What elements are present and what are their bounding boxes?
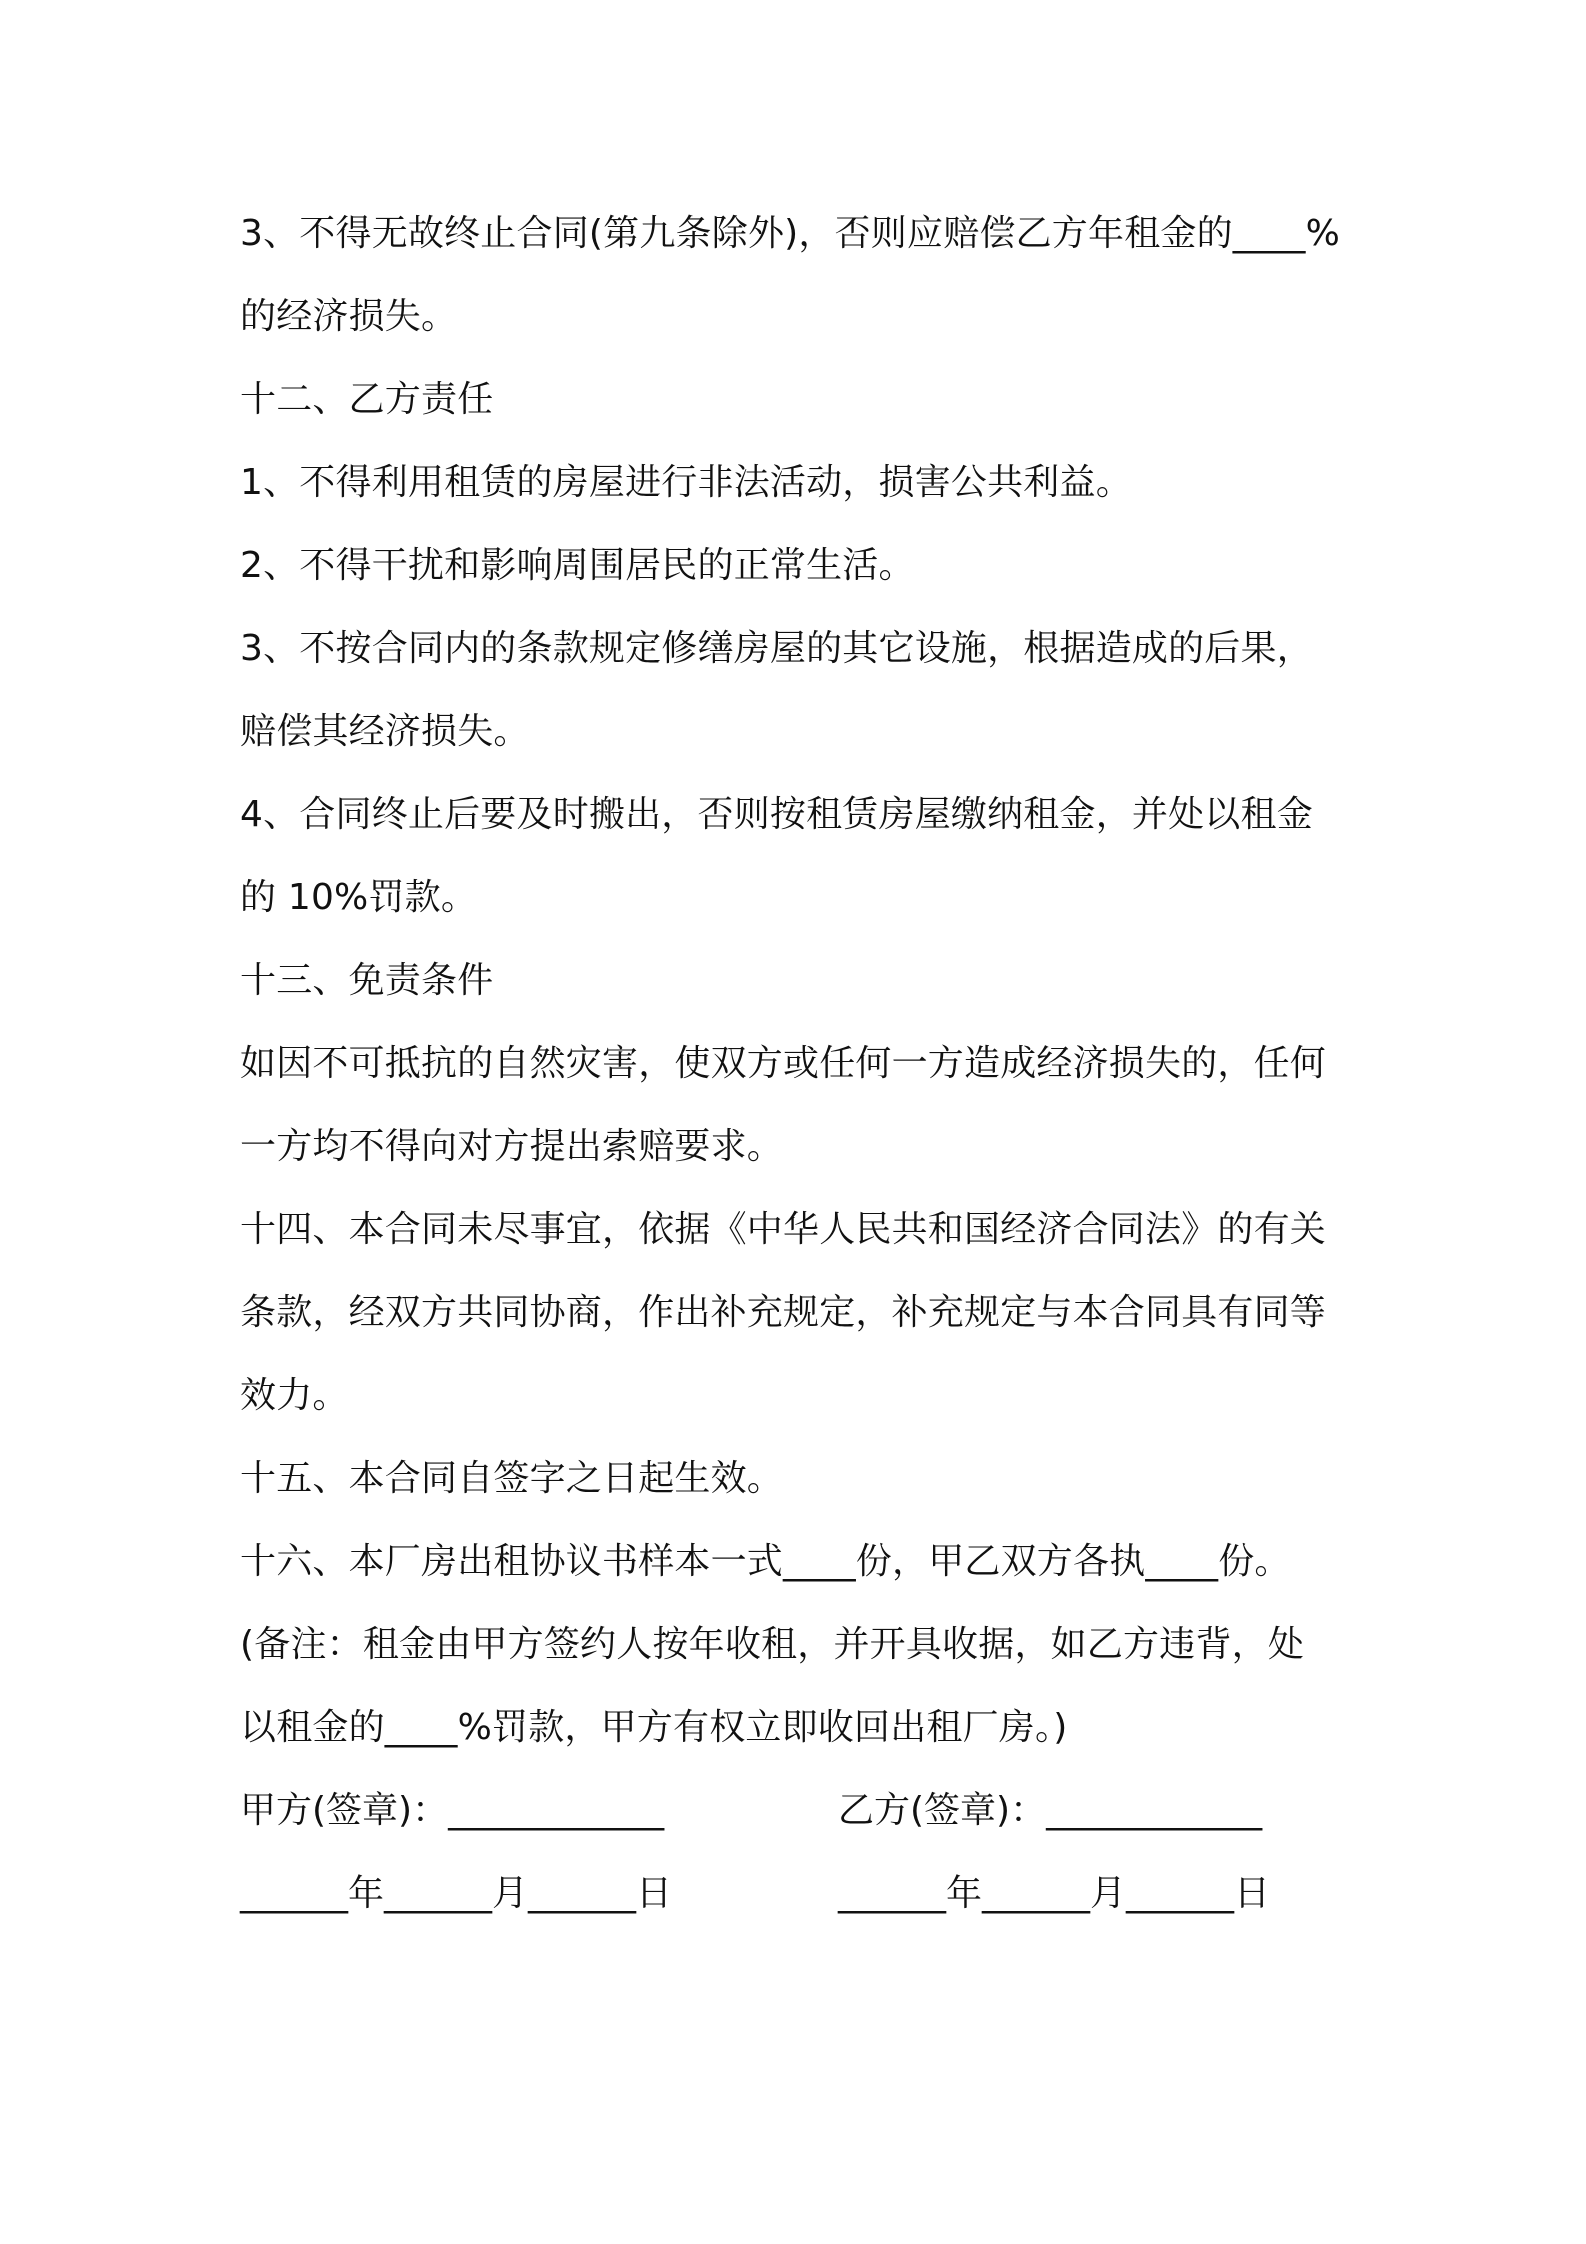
- text-line: 十六、本厂房出租协议书样本一式____份，甲乙双方各执____份。: [240, 1541, 1291, 1582]
- text-line: 的 10%罚款。: [240, 877, 478, 918]
- party-a-signature: 甲方(签章)：____________: [240, 1790, 665, 1831]
- text-line: 3、不按合同内的条款规定修缮房屋的其它设施，根据造成的后果，: [240, 628, 1313, 669]
- party-b-signature: 乙方(签章)：____________: [838, 1790, 1263, 1831]
- text-line: 以租金的____%罚款，甲方有权立即收回出租厂房。): [240, 1707, 1068, 1748]
- text-line: 1、不得利用租赁的房屋进行非法活动，损害公共利益。: [240, 462, 1132, 503]
- party-a-date: ______年______月______日: [240, 1873, 672, 1914]
- text-line: (备注：租金由甲方签约人按年收租，并开具收据，如乙方违背，处: [240, 1624, 1305, 1665]
- section-heading: 十二、乙方责任: [240, 379, 494, 420]
- text-line: 3、不得无故终止合同(第九条除外)，否则应赔偿乙方年租金的____%: [240, 213, 1341, 254]
- signature-row: [240, 1769, 1360, 1852]
- text-line: 效力。: [240, 1375, 349, 1416]
- text-line: 赔偿其经济损失。: [240, 711, 530, 752]
- text-line: 一方均不得向对方提出索赔要求。: [240, 1126, 784, 1167]
- date-row: [240, 1852, 1360, 1935]
- text-line: 4、合同终止后要及时搬出，否则按租赁房屋缴纳租金，并处以租金: [240, 794, 1313, 835]
- document-body: [240, 192, 1360, 1935]
- text-line: 十四、本合同未尽事宜，依据《中华人民共和国经济合同法》的有关: [240, 1209, 1327, 1250]
- text-line: 2、不得干扰和影响周围居民的正常生活。: [240, 545, 915, 586]
- text-line: 的经济损失。: [240, 296, 458, 337]
- text-line: 十五、本合同自签字之日起生效。: [240, 1458, 784, 1499]
- section-heading: 十三、免责条件: [240, 960, 494, 1001]
- text-line: 条款，经双方共同协商，作出补充规定，补充规定与本合同具有同等: [240, 1292, 1327, 1333]
- text-line: 如因不可抵抗的自然灾害，使双方或任何一方造成经济损失的，任何: [240, 1043, 1327, 1084]
- party-b-date: ______年______月______日: [838, 1873, 1270, 1914]
